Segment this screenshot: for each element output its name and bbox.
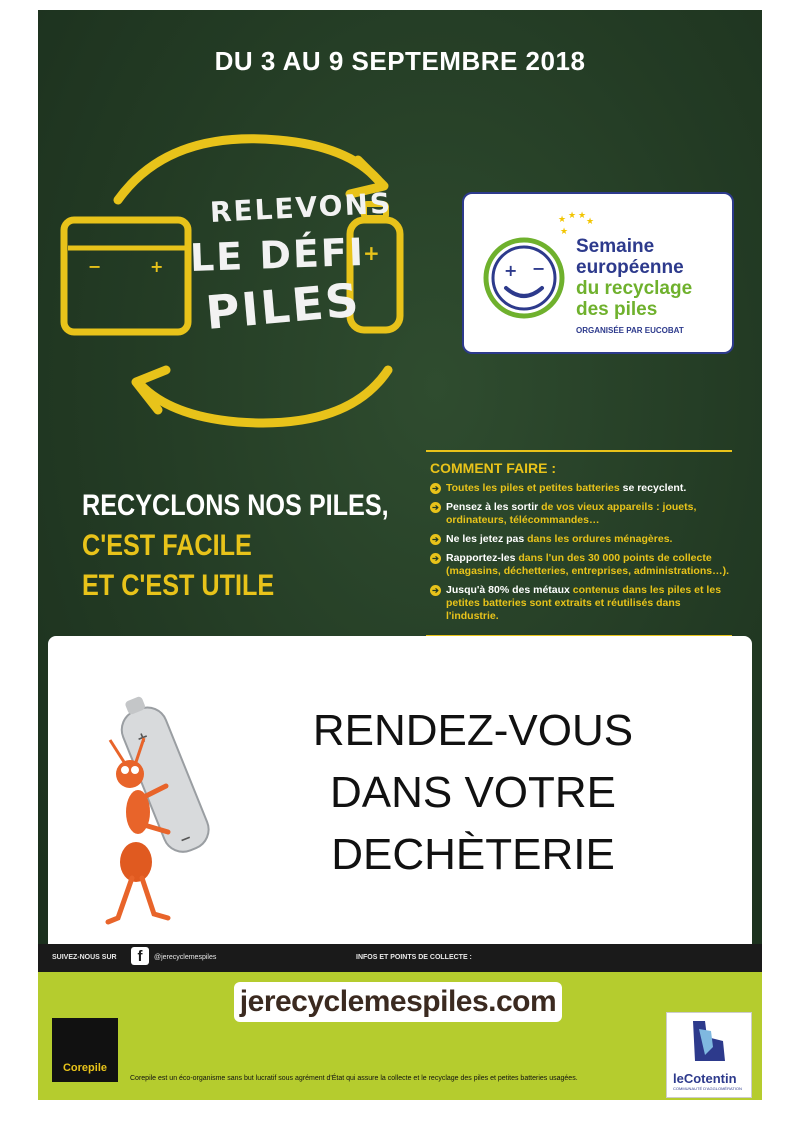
semaine-line-4: des piles — [576, 299, 658, 320]
headline-line-2: C'EST FACILE — [82, 529, 252, 562]
facebook-handle[interactable]: @jerecyclemespiles — [154, 954, 217, 961]
smiley-icon — [480, 234, 568, 322]
corepile-logo — [52, 1018, 118, 1082]
arrow-bullet-icon: ➔ — [430, 534, 441, 545]
website-url[interactable]: jerecyclemespiles.com — [239, 985, 557, 1018]
rendezvous-line-2: DANS VOTRE — [329, 768, 617, 817]
campaign-line-3: PILES — [203, 272, 363, 340]
how-to-item: ➔ Rapportez-les dans l'un des 30 000 points de collecte (magasins, déchetteries, entreprises, administrations…). — [430, 552, 732, 578]
svg-text:★: ★ — [578, 211, 587, 221]
date-banner: DU 3 AU 9 SEPTEMBRE 2018 — [214, 46, 586, 76]
social-strip — [38, 944, 762, 972]
how-to-item: ➔ Ne les jetez pas dans les ordures ménagères. — [430, 533, 732, 546]
lecotentin-logo — [666, 1012, 752, 1098]
svg-text:★: ★ — [558, 215, 567, 225]
semaine-line-2: européenne — [576, 257, 684, 278]
campaign-line-2: LE DÉFI — [189, 229, 366, 280]
legal-notice: Corepile est un éco-organisme sans but lucratif sous agrément d'État qui assure la collecte et le recyclage des piles et petites batteries usagées. — [130, 1075, 578, 1082]
how-to-item: ➔ Pensez à les sortir de vos vieux appareils : jouets, ordinateurs, télécommandes… — [430, 501, 732, 527]
arrow-bullet-icon: ➔ — [430, 502, 441, 513]
how-to-item: ➔ Toutes les piles et petites batteries se recyclent. — [430, 482, 732, 495]
svg-text:−: − — [177, 829, 195, 849]
semaine-line-3: du recyclage — [576, 278, 693, 299]
arrow-bullet-icon: ➔ — [430, 483, 441, 494]
appliance-icon — [64, 220, 188, 332]
headline — [82, 486, 389, 606]
semaine-europeenne-logo — [462, 192, 734, 354]
rendezvous-panel — [48, 636, 752, 954]
semaine-line-1: Semaine — [576, 236, 655, 257]
ant-mascot-icon — [88, 682, 228, 932]
headline-line-1: RECYCLONS NOS PILES, — [82, 489, 389, 522]
corepile-label: Corepile — [62, 1062, 107, 1074]
facebook-icon[interactable]: f — [131, 947, 149, 965]
rendezvous-text — [238, 700, 708, 886]
svg-text:★: ★ — [560, 227, 569, 237]
svg-text:★: ★ — [568, 211, 577, 221]
infos-label: INFOS ET POINTS DE COLLECTE : — [356, 954, 472, 961]
how-to-item: ➔ Jusqu'à 80% des métaux contenus dans les piles et les petites batteries sont extraits et réutilisés dans l'industrie. — [430, 584, 732, 623]
svg-text:+: + — [150, 257, 164, 276]
poster — [38, 10, 762, 1100]
svg-text:+: + — [504, 261, 518, 280]
lecotentin-mark-icon — [685, 1017, 733, 1067]
svg-text:+: + — [363, 241, 380, 265]
rendezvous-line-3: DECHÈTERIE — [331, 830, 615, 879]
partner-subtitle: COMMUNAUTÉ D'AGGLOMÉRATION — [673, 1086, 742, 1091]
website-link[interactable] — [234, 982, 562, 1022]
how-to-title: COMMENT FAIRE : — [430, 460, 556, 476]
campaign-line-1: RELEVONS — [209, 186, 393, 229]
partner-name: leCotentin — [673, 1071, 737, 1086]
svg-text:−: − — [88, 257, 102, 276]
star-icon — [556, 210, 596, 238]
svg-text:★: ★ — [586, 217, 595, 227]
how-to-box — [426, 450, 732, 637]
svg-text:−: − — [532, 259, 546, 278]
arrow-bullet-icon: ➔ — [430, 585, 441, 596]
recycle-arrow-icon — [58, 120, 418, 440]
arrow-bullet-icon: ➔ — [430, 553, 441, 564]
headline-line-3: ET C'EST UTILE — [82, 569, 275, 602]
follow-label: SUIVEZ-NOUS SUR — [52, 954, 117, 961]
footer-band — [38, 972, 762, 1100]
semaine-organizer: ORGANISÉE PAR EUCOBAT — [576, 326, 684, 335]
rendezvous-line-1: RENDEZ-VOUS — [312, 706, 634, 755]
semaine-text — [576, 236, 692, 320]
